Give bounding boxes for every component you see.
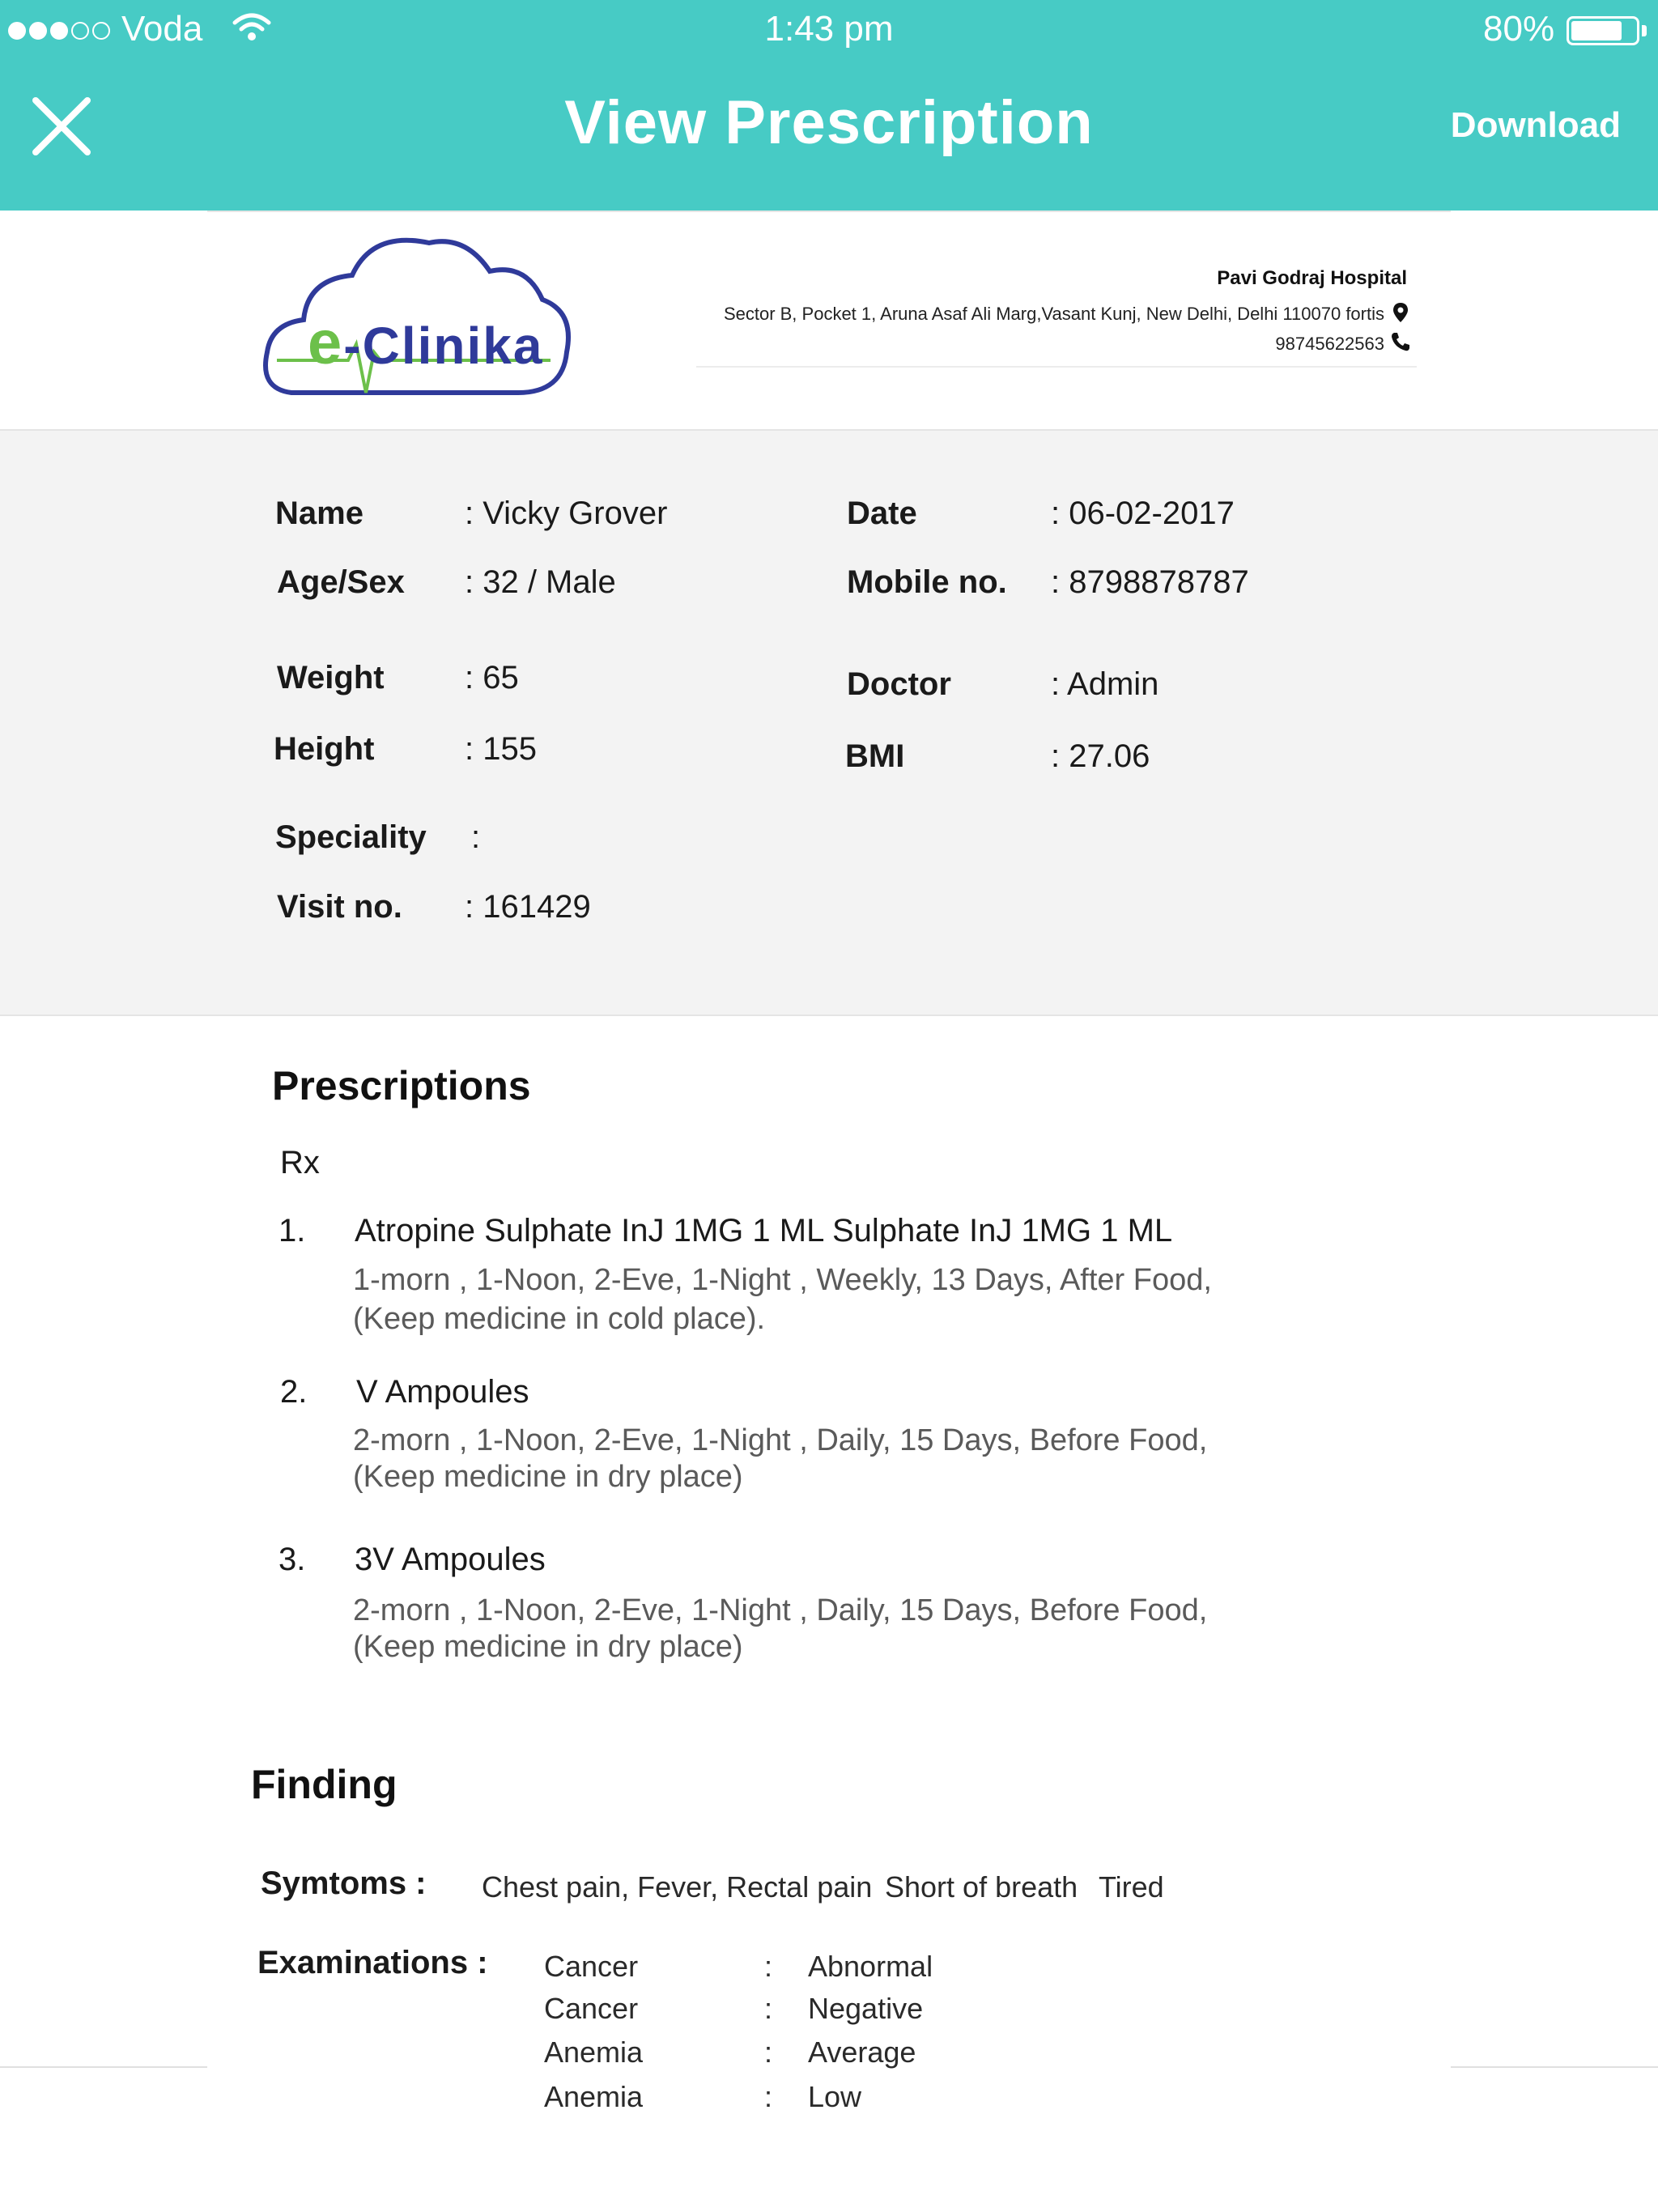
page-edge-right: [1451, 2066, 1658, 2068]
medicine-note: (Keep medicine in dry place): [353, 1630, 743, 1664]
hospital-underline: [696, 366, 1417, 368]
clock: 1:43 pm: [764, 9, 894, 49]
symptoms-label: Symtoms :: [261, 1865, 427, 1901]
med-number: 1.: [278, 1213, 306, 1249]
height-label: Height: [274, 731, 375, 767]
logo-e: e: [308, 308, 344, 377]
symptom-short-of-breath: Short of breath: [885, 1870, 1078, 1904]
exam-name: Anemia: [544, 2035, 644, 2069]
doctor-value: : Admin: [1051, 666, 1159, 702]
medicine-dosage: 2-morn , 1-Noon, 2-Eve, 1-Night , Daily, 15 Days, Before Food,: [353, 1423, 1208, 1457]
date-value: : 06-02-2017: [1051, 496, 1235, 531]
mobile-value: : 8798878787: [1051, 564, 1249, 600]
bmi-value: : 27.06: [1051, 738, 1150, 774]
symptom-tired: Tired: [1099, 1870, 1164, 1904]
hospital-phone: 98745622563: [1275, 334, 1384, 354]
visit-no-label: Visit no.: [277, 889, 402, 925]
battery-tip: [1642, 25, 1647, 36]
age-sex-value: : 32 / Male: [465, 564, 616, 600]
mobile-label: Mobile no.: [847, 564, 1007, 600]
speciality-value: :: [471, 819, 481, 855]
download-button[interactable]: Download: [1450, 105, 1621, 145]
battery-icon: [1567, 16, 1639, 45]
exam-value: Abnormal: [808, 1950, 933, 1983]
examinations-label: Examinations :: [257, 1945, 488, 1980]
med-number: 2.: [280, 1374, 308, 1410]
doctor-label: Doctor: [847, 666, 951, 702]
exam-name: Cancer: [544, 1992, 639, 2025]
logo-name: -Clinika: [343, 317, 544, 375]
weight-value: : 65: [465, 660, 519, 696]
medicine-name: V Ampoules: [356, 1374, 529, 1410]
battery-percent: 80%: [1483, 9, 1555, 49]
exam-name: Cancer: [544, 1950, 639, 1983]
page-edge-left: [0, 2066, 207, 2068]
weight-label: Weight: [277, 660, 385, 696]
medicine-note: (Keep medicine in cold place).: [353, 1302, 766, 1336]
hospital-name: Pavi Godraj Hospital: [1217, 267, 1407, 289]
medicine-name: 3V Ampoules: [355, 1542, 546, 1577]
exam-value: Low: [808, 2080, 862, 2113]
bmi-label: BMI: [845, 738, 905, 774]
medicine-dosage: 1-morn , 1-Noon, 2-Eve, 1-Night , Weekly, 13 Days, After Food,: [353, 1263, 1212, 1297]
height-value: : 155: [465, 731, 537, 767]
exam-separator: :: [764, 2080, 773, 2113]
age-sex-label: Age/Sex: [277, 564, 405, 600]
exam-value: Average: [808, 2035, 916, 2069]
exam-separator: :: [764, 1950, 773, 1983]
visit-no-value: : 161429: [465, 889, 591, 925]
page-title: View Prescription: [564, 88, 1094, 157]
name-label: Name: [275, 496, 363, 531]
finding-title: Finding: [251, 1762, 397, 1807]
speciality-label: Speciality: [275, 819, 427, 855]
exam-separator: :: [764, 2035, 773, 2069]
battery-fill: [1571, 21, 1622, 40]
location-pin-icon: [1389, 301, 1412, 324]
medicine-name: Atropine Sulphate InJ 1MG 1 ML Sulphate InJ 1MG 1 ML: [355, 1213, 1173, 1249]
name-value: : Vicky Grover: [465, 496, 668, 531]
phone-icon: [1389, 330, 1412, 353]
prescriptions-title: Prescriptions: [272, 1063, 531, 1108]
rx-label: Rx: [280, 1145, 320, 1180]
medicine-note: (Keep medicine in dry place): [353, 1460, 743, 1494]
hospital-address: Sector B, Pocket 1, Aruna Asaf Ali Marg,Vasant Kunj, New Delhi, Delhi 110070 fortis: [723, 304, 1384, 324]
exam-name: Anemia: [544, 2080, 644, 2113]
exam-value: Negative: [808, 1992, 924, 2025]
med-number: 3.: [278, 1542, 306, 1577]
exam-separator: :: [764, 1992, 773, 2025]
date-label: Date: [847, 496, 917, 531]
header-divider: [207, 211, 1451, 212]
symptoms-list: Chest pain, Fever, Rectal pain: [482, 1870, 873, 1904]
medicine-dosage: 2-morn , 1-Noon, 2-Eve, 1-Night , Daily, 15 Days, Before Food,: [353, 1593, 1208, 1627]
logo-wordmark: [308, 308, 543, 378]
carrier-name: Voda: [121, 9, 203, 49]
patient-info-panel: [0, 429, 1658, 1016]
